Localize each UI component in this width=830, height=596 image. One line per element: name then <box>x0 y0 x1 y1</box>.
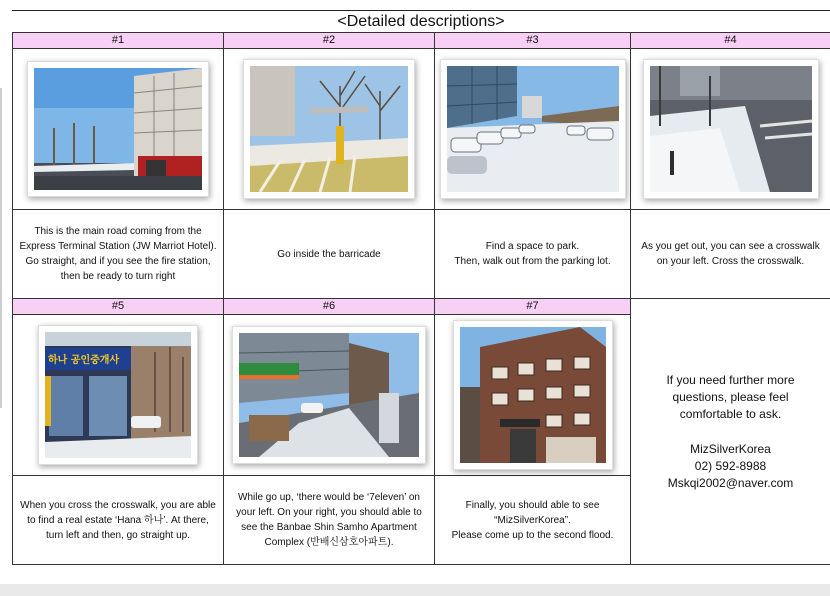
step-7-photo <box>453 320 613 470</box>
contact-box <box>631 299 830 565</box>
step-1-header: #1 <box>13 33 224 49</box>
step-6-description: While go up, ‘there would be ‘7eleven’ on your left. On your right, you should able to see the Banbae Shin Samho Apartment Complex (반배신삼호아파트). <box>224 476 435 565</box>
page-title: <Detailed descriptions> <box>337 13 505 30</box>
step-5-photo <box>38 325 198 465</box>
directions-grid <box>12 32 830 565</box>
step-6-photo-cell <box>224 315 435 476</box>
step-4-header: #4 <box>631 33 830 49</box>
real-estate-sign-text: 하나 공인중개사 <box>48 355 120 366</box>
step-4-photo <box>643 59 819 199</box>
step-4-photo-cell <box>631 49 830 210</box>
step-3-photo-cell <box>435 49 631 210</box>
step-1-photo <box>27 61 209 197</box>
contact-name: MizSilverKorea <box>690 441 771 456</box>
contact-email: Mskqi2002@naver.com <box>667 475 794 490</box>
contact-invite: If you need further more questions, please feel comfortable to ask. <box>666 372 795 421</box>
step-3-description: Find a space to park. Then, walk out from the parking lot. <box>435 210 631 299</box>
step-5-photo-cell <box>13 315 224 476</box>
page-edge-mark <box>0 88 2 408</box>
step-5-header: #5 <box>13 299 224 315</box>
step-7-description: Finally, you should able to see “MizSilverKorea”. Please come up to the second flood. <box>435 476 631 565</box>
step-3-photo <box>440 59 626 199</box>
step-6-header: #6 <box>224 299 435 315</box>
step-2-header: #2 <box>224 33 435 49</box>
step-1-photo-cell <box>13 49 224 210</box>
step-2-photo-cell <box>224 49 435 210</box>
step-3-header: #3 <box>435 33 631 49</box>
step-6-photo <box>232 326 426 464</box>
contact-phone: 02) 592-8988 <box>694 458 767 473</box>
step-7-header: #7 <box>435 299 631 315</box>
step-1-description: This is the main road coming from the Express Terminal Station (JW Marriot Hotel). Go straight, and if you see the fire station, then be ready to turn right <box>13 210 224 299</box>
step-4-description: As you get out, you can see a crosswalk on your left. Cross the crosswalk. <box>631 210 830 299</box>
step-2-photo <box>243 59 415 199</box>
step-7-photo-cell <box>435 315 631 476</box>
step-2-description: Go inside the barricade <box>224 210 435 299</box>
step-5-description: When you cross the crosswalk, you are able to find a real estate ‘Hana 하나’. At there, turn left and then, go straight up. <box>13 476 224 565</box>
bottom-bar <box>0 584 830 596</box>
